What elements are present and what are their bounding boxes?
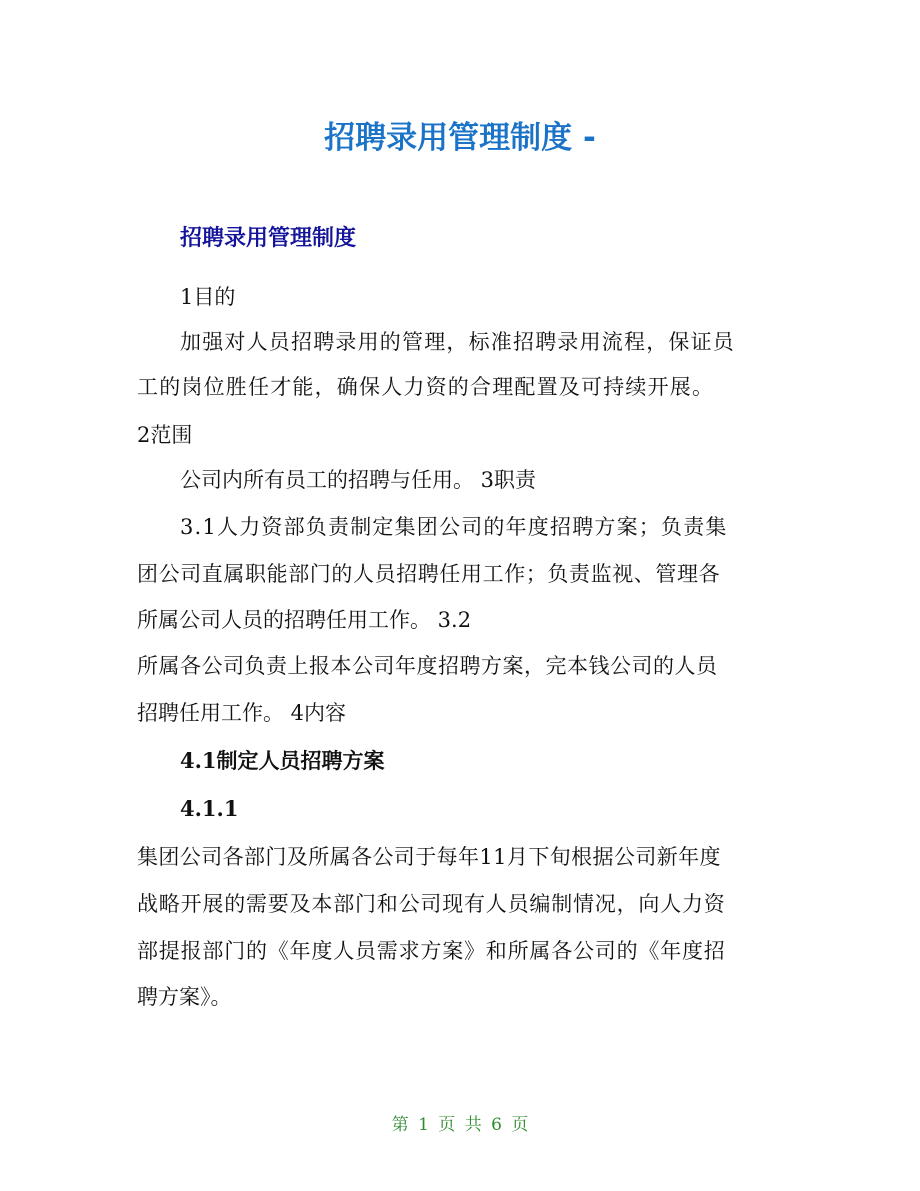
document-title: 招聘录用管理制度 - (324, 120, 596, 156)
section-heading: 招聘录用管理制度 (180, 226, 357, 251)
text-line: 招聘任用工作。 4内容 (137, 701, 347, 725)
text-line: 2范围 (137, 423, 193, 447)
text-line: 公司内所有员工的招聘与任用。 3职责 (180, 468, 537, 492)
text-line: 所属各公司负责上报本公司年度招聘方案，完本钱公司的人员 (137, 654, 718, 678)
text-line: 工的岗位胜任才能，确保人力资的合理配置及可持续开展。 (137, 375, 715, 399)
text-line: 1目的 (180, 285, 236, 309)
page-number: 第 1 页 共 6 页 (391, 1115, 529, 1135)
text-line: 4.1制定人员招聘方案 (180, 748, 385, 773)
text-line: 4.1.1 (180, 796, 239, 821)
text-line: 3.1人力资部负责制定集团公司的年度招聘方案；负责集 (180, 515, 728, 539)
text-line: 所属公司人员的招聘任用工作。 3.2 (137, 608, 472, 632)
text-line: 聘方案》。 (137, 985, 232, 1009)
text-line: 团公司直属职能部门的人员招聘任用工作；负责监视、管理各 (137, 562, 721, 586)
text-line: 集团公司各部门及所属各公司于每年11月下旬根据公司新年度 (137, 845, 721, 869)
text-line: 加强对人员招聘录用的管理，标准招聘录用流程，保证员 (180, 330, 735, 354)
text-line: 部提报部门的《年度人员需求方案》和所属各公司的《年度招 (137, 939, 726, 963)
text-line: 战略开展的需要及本部门和公司现有人员编制情况，向人力资 (137, 892, 726, 916)
